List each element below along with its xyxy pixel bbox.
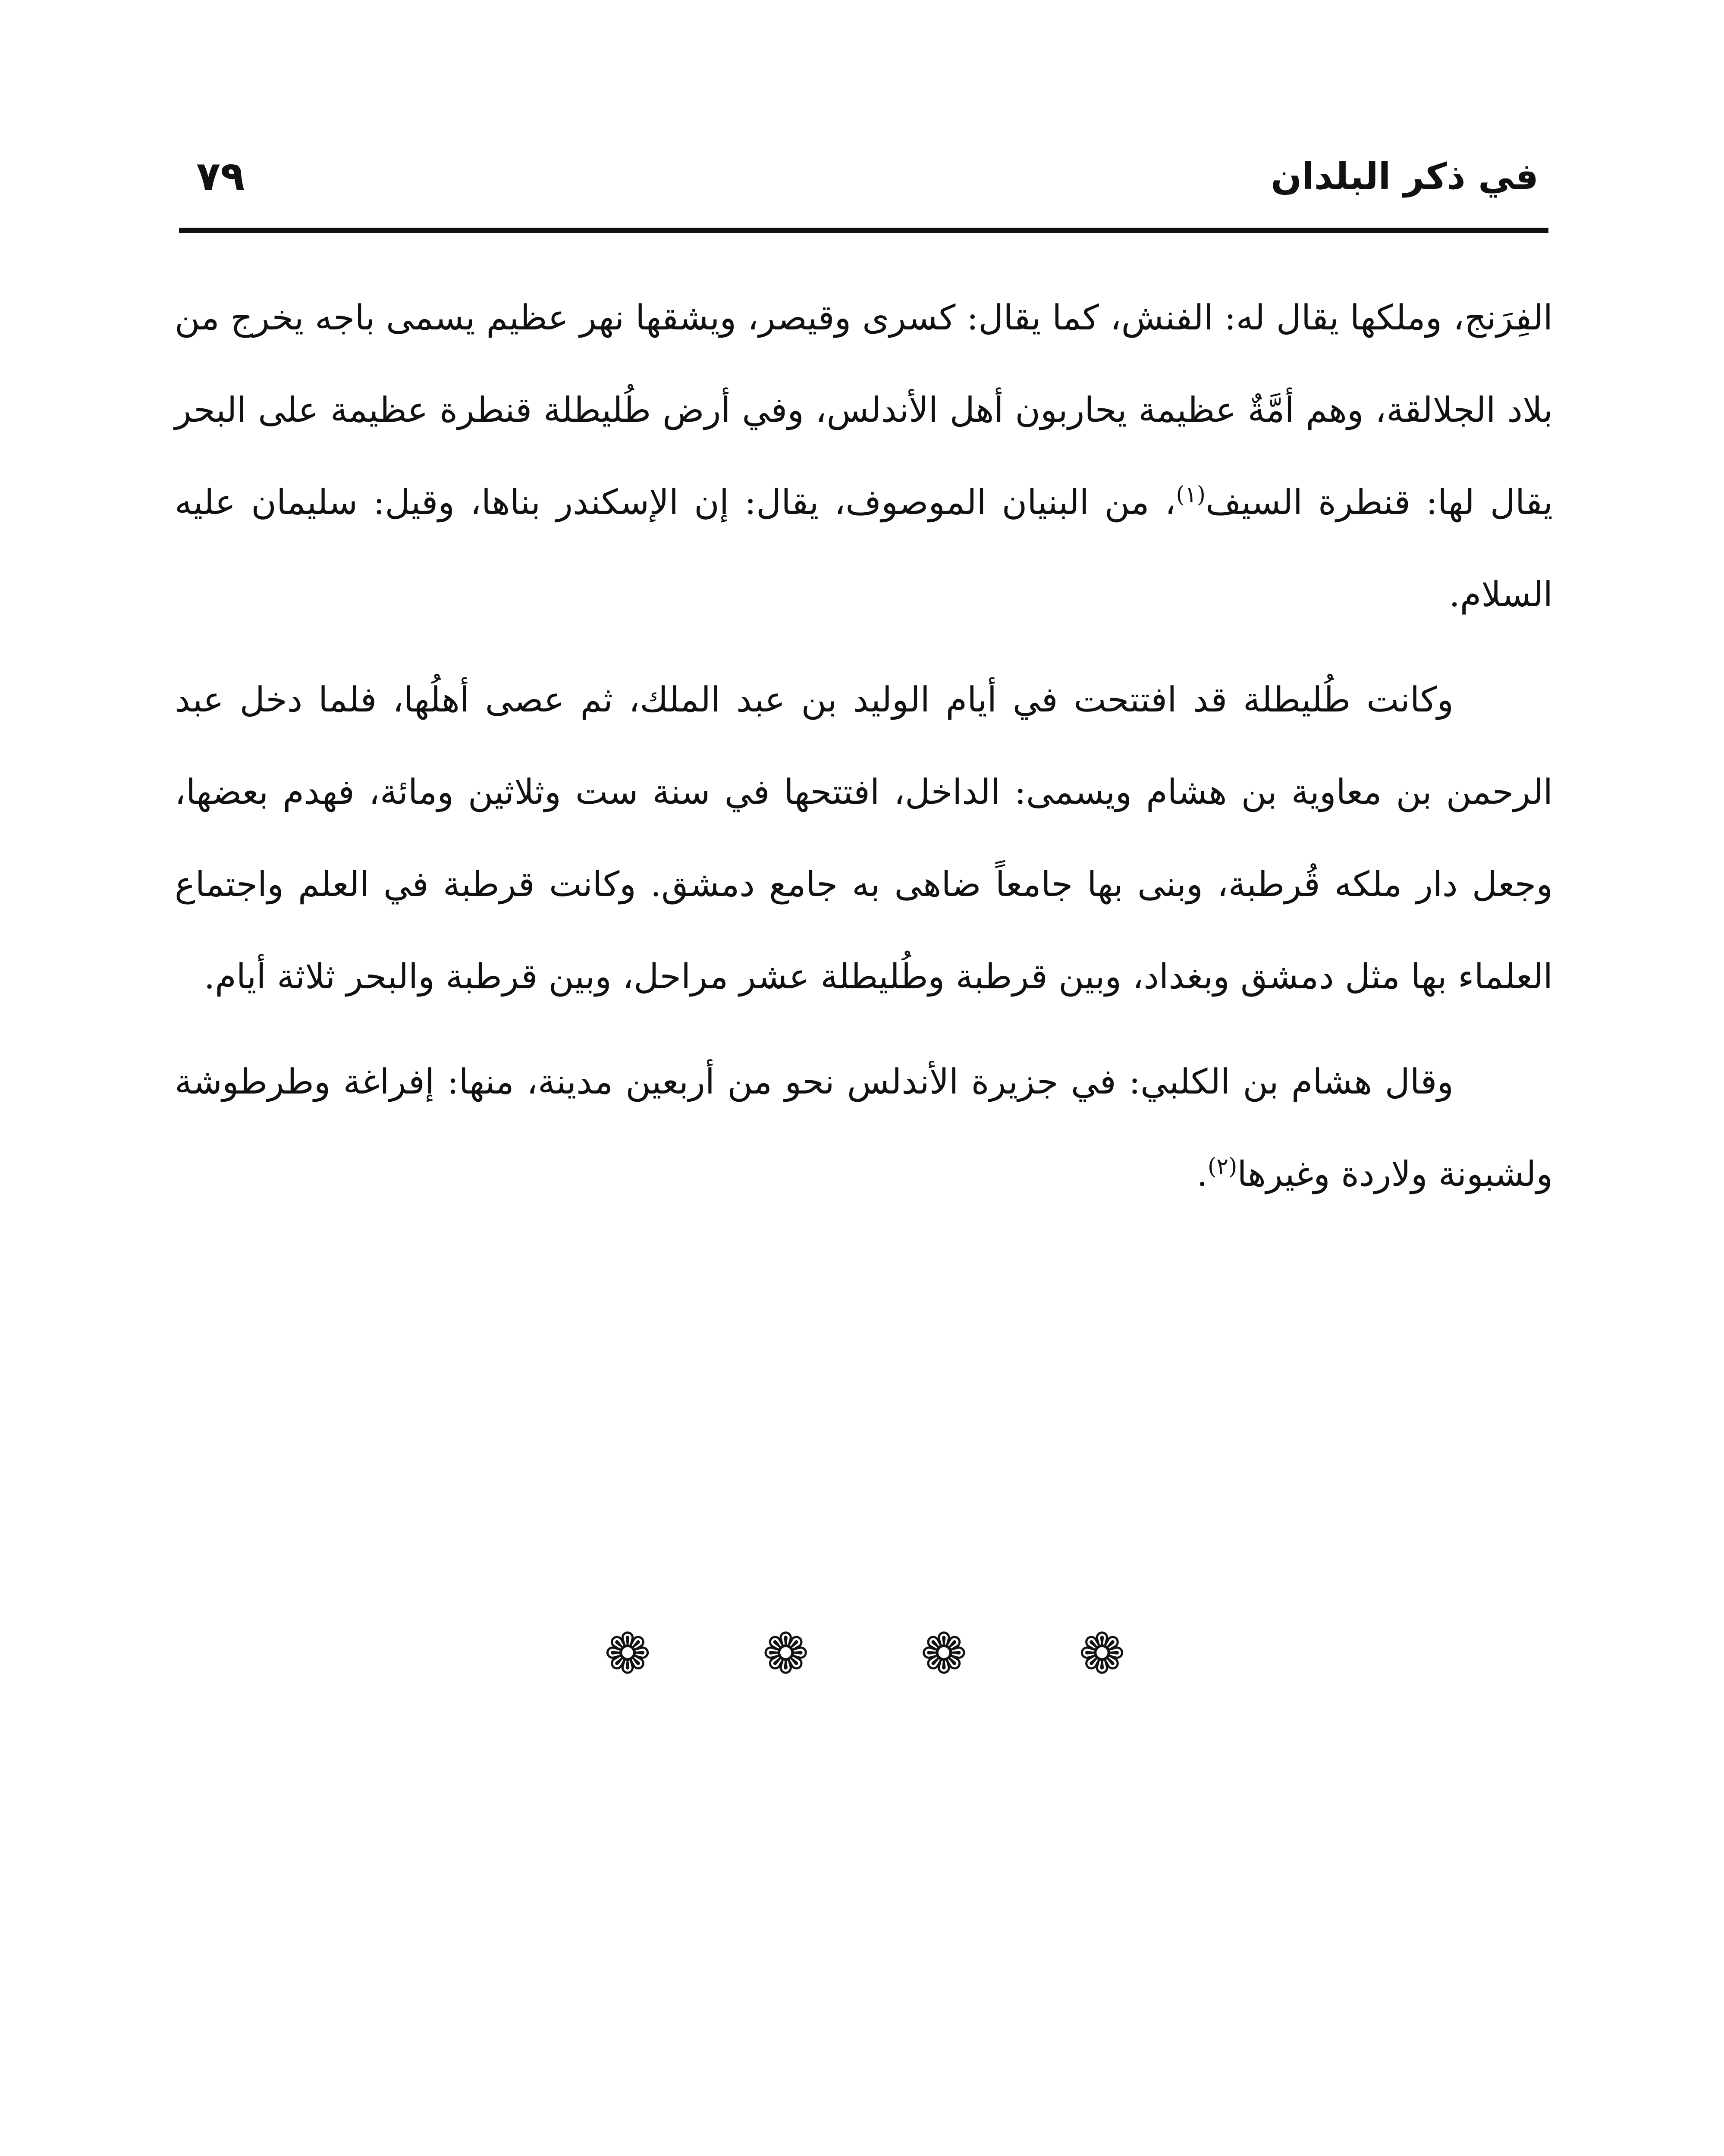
section-divider-ornaments xyxy=(595,1621,1134,1686)
main-text xyxy=(175,272,1553,1233)
paragraph-1-text: الفِرَنج، وملكها يقال له: الفنش، كما يقال: كسرى وقيصر، ويشقها نهر عظيم يسمى باجه يخرج من بلاد الجلالقة، وهم أمَّةٌ عظيمة يحاربون أهل الأندلس، وفي أرض طُليطلة قنطرة عظيمة على البحر يقال لها: قنطرة السيف xyxy=(175,298,1553,522)
flower-ornament-icon: ❁ xyxy=(604,1621,651,1686)
flower-ornament-icon: ❁ xyxy=(762,1621,810,1686)
footnote-mark-2: (٢) xyxy=(1207,1153,1237,1180)
paragraph-1-continuation: ، من البنيان الموصوف، يقال: إن الإسكندر بناها، وقيل: سليمان عليه السلام. xyxy=(175,482,1553,614)
running-head-title: في ذكر البلدان xyxy=(1271,155,1539,197)
paragraph-2: وكانت طُليطلة قد افتتحت في أيام الوليد بن عبد الملك، ثم عصى أهلُها، فلما دخل عبد الرحمن بن معاوية بن هشام ويسمى: الداخل، افتتحها في سنة ست وثلاثين ومائة، فهدم بعضها، وجعل دار ملكه قُرطبة، وبنى بها جامعاً ضاهى به جامع دمشق. وكانت قرطبة في العلم واجتماع العلماء بها مثل دمشق وبغداد، وبين قرطبة وطُليطلة عشر مراحل، وبين قرطبة والبحر ثلاثة أيام. xyxy=(175,680,1553,997)
paragraph-3-end: . xyxy=(1196,1154,1208,1194)
flower-ornament-icon: ❁ xyxy=(920,1621,967,1686)
paragraph-3 xyxy=(175,1036,1553,1220)
paragraph-3-text: وقال هشام بن الكلبي: في جزيرة الأندلس نحو من أربعين مدينة، منها: إفراغة وطرطوشة ولشبونة ولاردة وغيرها xyxy=(175,1062,1553,1194)
page-number: ٧٩ xyxy=(196,153,245,199)
header-rule xyxy=(179,228,1548,233)
footnote-mark-1: (١) xyxy=(1176,482,1206,508)
paragraph-1 xyxy=(175,272,1553,641)
flower-ornament-icon: ❁ xyxy=(1078,1621,1126,1686)
